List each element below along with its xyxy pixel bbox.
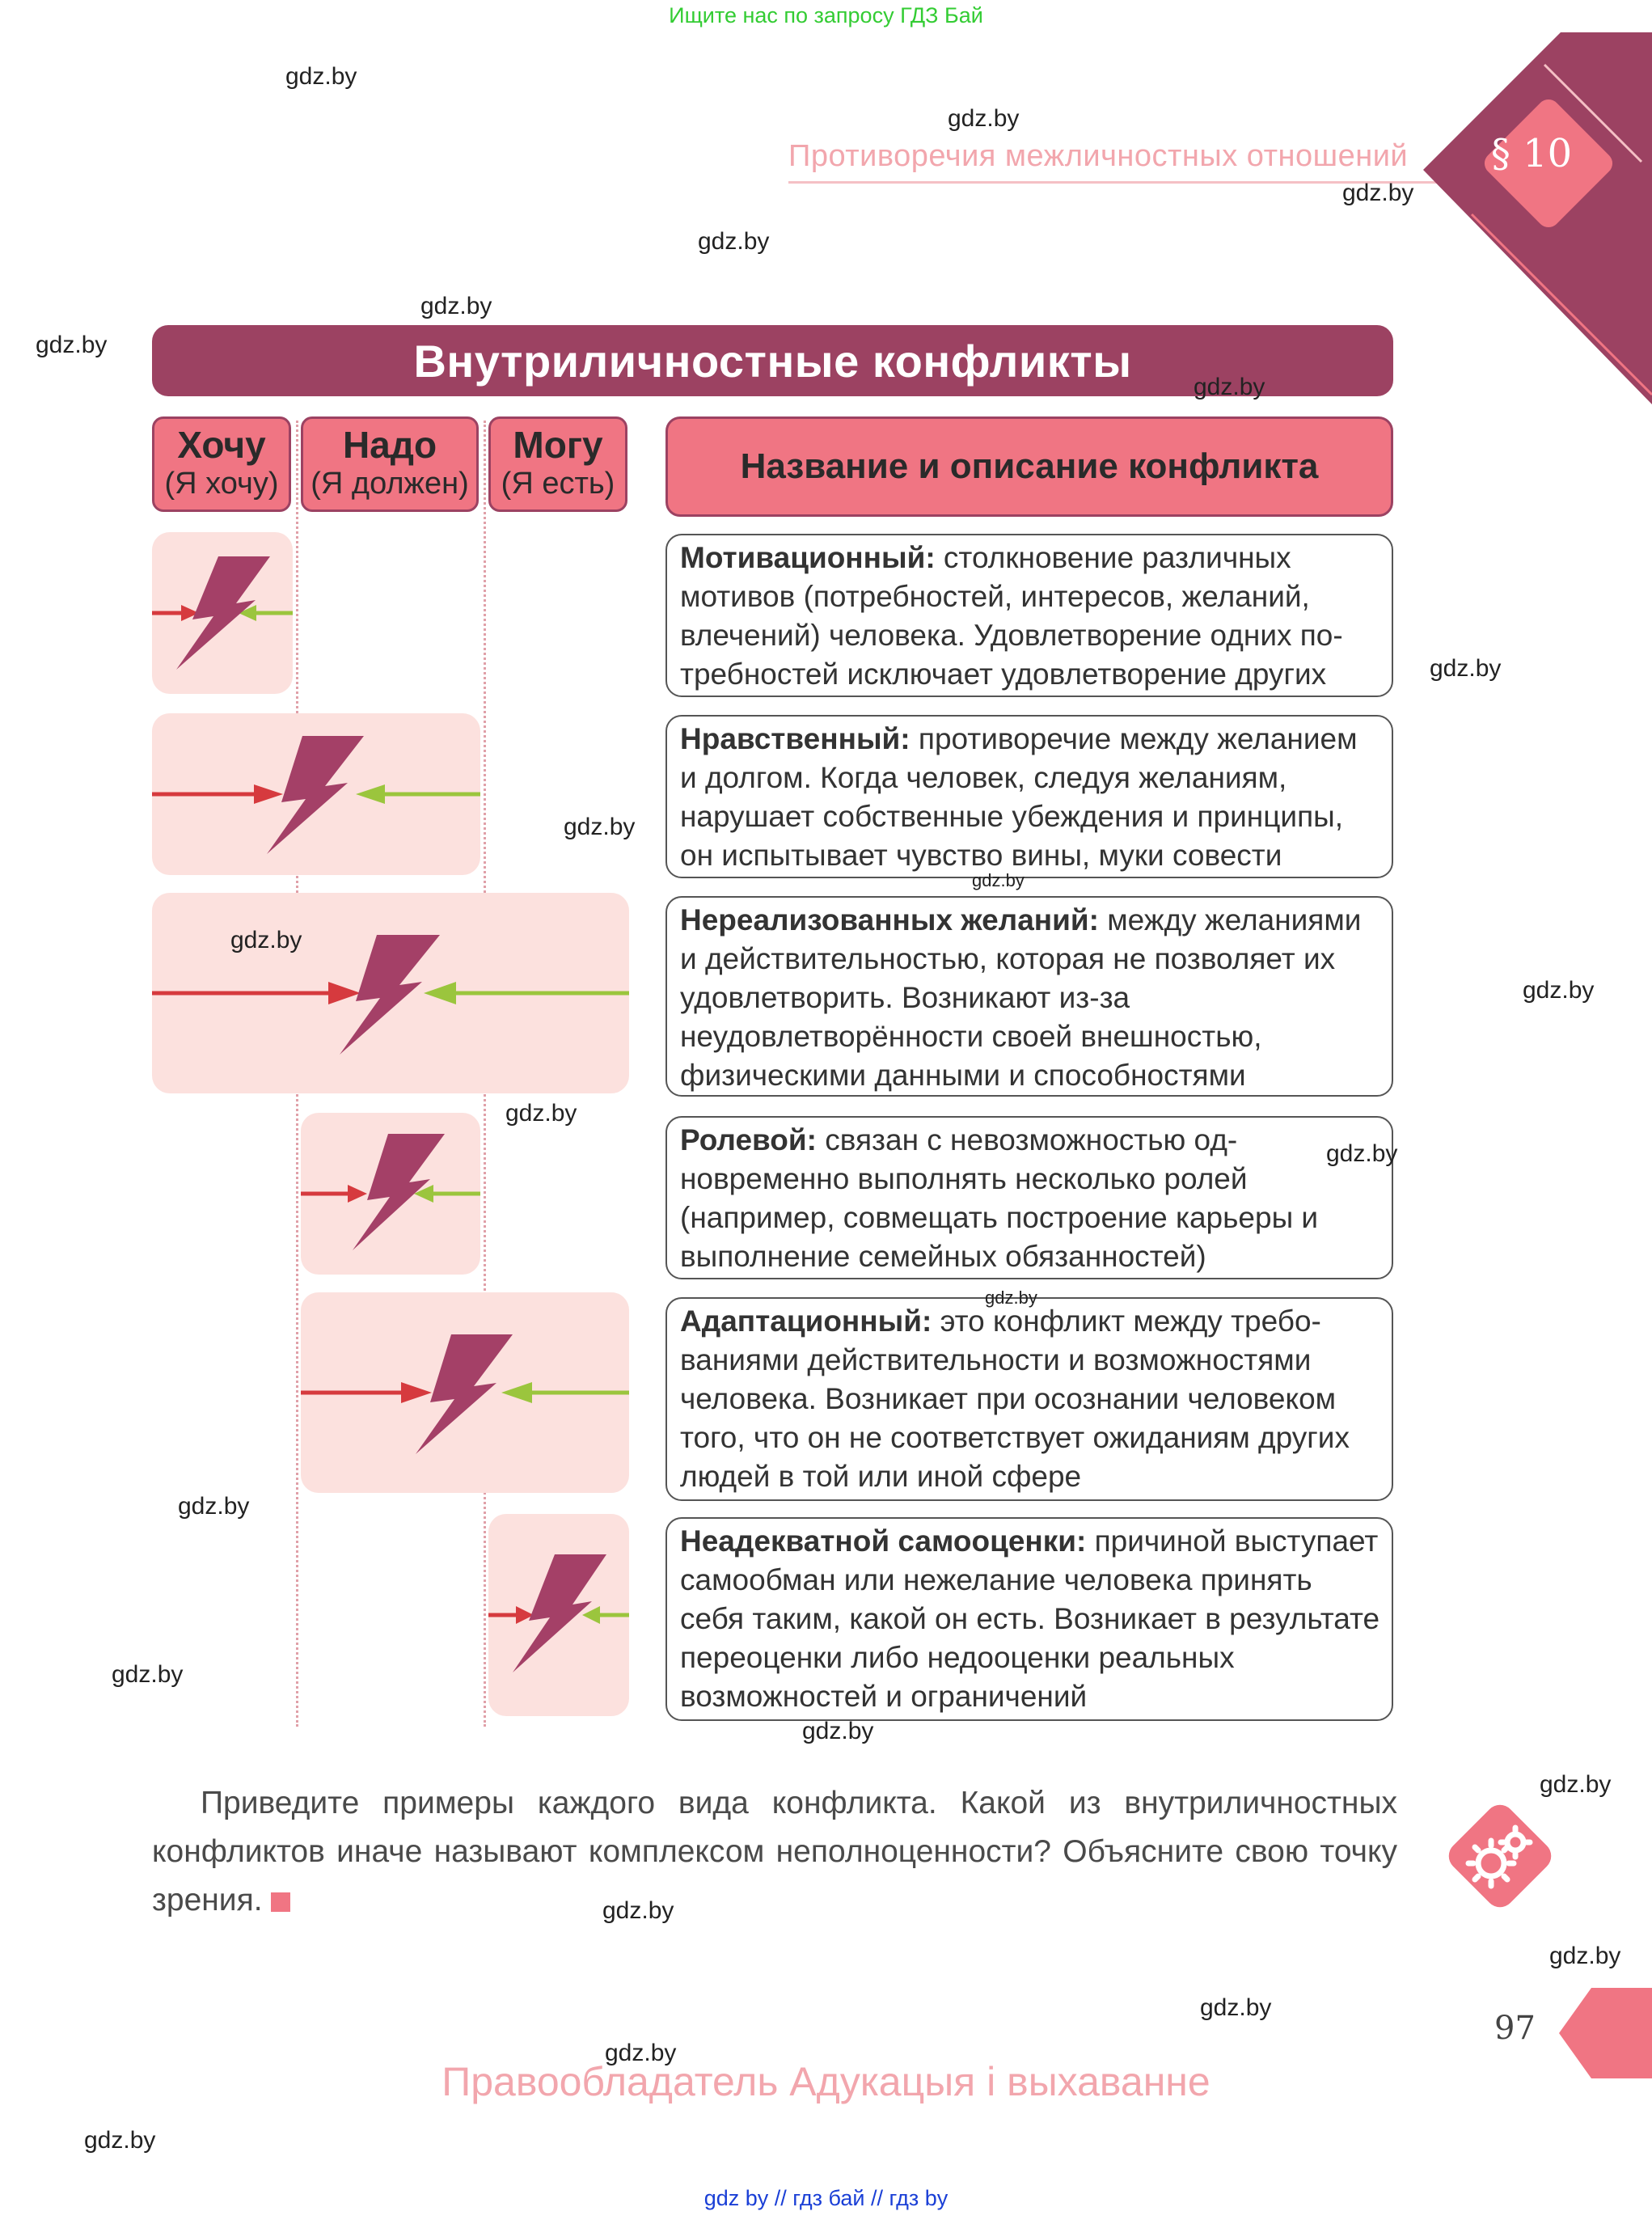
watermark: gdz.by — [1326, 1140, 1398, 1167]
conflict-description-moral — [665, 715, 1393, 878]
watermark: gdz.by — [698, 228, 770, 255]
gears-icon — [1438, 1794, 1562, 1918]
watermark: gdz.by — [602, 1897, 674, 1924]
watermark: gdz.by — [1194, 374, 1265, 400]
column-header-must — [301, 416, 479, 512]
question-text: Приведите примеры каждого вида конфликта. Какой из внутриличностных конфликтов иначе называют комплексом неполноценности? Объясните свою точку зрения. — [152, 1786, 1397, 1917]
conflict-name: Неадекватной самооценки: — [680, 1524, 1087, 1558]
lightning-icon — [267, 736, 364, 854]
paragraph-badge: § 10 — [1490, 131, 1573, 176]
column-header-must-sub: (Я должен) — [311, 467, 469, 501]
watermark: gdz.by — [1540, 1771, 1612, 1798]
column-header-can — [488, 416, 627, 512]
conflict-name: Нравственный: — [680, 722, 911, 755]
column-header-must-main: Надо — [342, 424, 437, 466]
column-header-can-main: Могу — [513, 424, 603, 466]
watermark: gdz.by — [605, 2040, 677, 2066]
column-header-can-sub: (Я есть) — [501, 467, 615, 501]
conflict-graphic-motivational — [152, 532, 293, 694]
conflict-description-self-esteem — [665, 1517, 1393, 1721]
conflict-text: причиной выступает самообман или нежелание человека принять себя таким, какой он есть. Возникает в результате переоценки либо недооценки реальных возможностей и ограничений — [680, 1524, 1380, 1713]
conflict-graphic-moral — [152, 713, 480, 875]
column-header-want-sub: (Я хочу) — [164, 467, 279, 501]
watermark: gdz.by — [1200, 1994, 1272, 2021]
watermark: gdz.by — [178, 1493, 250, 1520]
watermark: gdz.by — [948, 105, 1020, 132]
watermark: gdz.by — [564, 814, 636, 840]
conflict-name: Адаптационный: — [680, 1304, 932, 1338]
conflict-description-role — [665, 1116, 1393, 1279]
bottom-links[interactable]: gdz by // гдз бай // гдз by — [703, 2186, 949, 2210]
conflict-description-adaptive — [665, 1297, 1393, 1501]
task-question — [152, 1779, 1397, 1925]
conflict-name: Нереализованных желаний: — [680, 903, 1099, 937]
conflict-text: противоречие между желанием и долгом. Когда человек, следуя желаниям, нарушает собственные убеждения и принципы, он испытывает чувство вины, муки совести — [680, 722, 1358, 872]
watermark: gdz.by — [1523, 977, 1595, 1004]
watermark: gdz.by — [802, 1718, 874, 1744]
conflict-graphic-self-esteem — [488, 1514, 629, 1716]
column-header-want-main: Хочу — [177, 424, 266, 466]
lightning-icon — [416, 1334, 513, 1454]
watermark: gdz.by — [230, 927, 302, 953]
watermark: gdz.by — [36, 332, 108, 358]
conflict-text: связан с невозможностью одновременно выполнять несколько ролей (например, совмещать построение карьеры и выполнение семейных обязанностей) — [680, 1123, 1319, 1273]
watermark: gdz.by — [1430, 655, 1502, 682]
page-number: 97 — [1494, 2010, 1536, 2047]
page-title: Внутриличностные конфликты — [152, 325, 1393, 396]
conflict-graphic-unrealized — [152, 893, 629, 1093]
watermark: gdz.by — [285, 63, 357, 90]
conflict-description-motivational — [665, 534, 1393, 697]
rights-holder: Правообладатель Адукацыя і выхаванне — [442, 2059, 1210, 2104]
watermark: gdz.by — [1342, 180, 1414, 206]
section-title: Противоречия межличностных отношений — [788, 139, 1409, 173]
conflict-name: Мотивационный: — [680, 541, 936, 574]
search-banner[interactable]: Ищите нас по запросу ГДЗ Бай — [669, 3, 983, 27]
watermark: gdz.by — [420, 293, 492, 319]
conflict-text: между желаниями и действительностью, которая не позволяет их удовлетворить. Возникают из-за неудовлетворённости своей внешностью, физическими данными и способностями — [680, 903, 1362, 1092]
watermark: gdz.by — [985, 1287, 1037, 1308]
conflict-graphic-adaptive — [301, 1292, 629, 1493]
conflict-description-unrealized — [665, 896, 1393, 1097]
column-header-want — [152, 416, 291, 512]
watermark: gdz.by — [505, 1100, 577, 1127]
conflict-name: Ролевой: — [680, 1123, 817, 1156]
description-header: Название и описание конфликта — [665, 416, 1393, 517]
corner-decoration — [1423, 32, 1652, 404]
conflict-graphic-role — [301, 1113, 480, 1275]
watermark: gdz.by — [1549, 1943, 1621, 1969]
watermark: gdz.by — [112, 1661, 184, 1688]
end-marker-icon — [271, 1892, 290, 1912]
watermark: gdz.by — [972, 870, 1025, 890]
conflict-text: это конфликт между требованиями действительности и возможностями человека. Возникает при осознании человеком того, что он не соответствует ожиданиям других людей в той или иной сфере — [680, 1304, 1350, 1493]
watermark: gdz.by — [84, 2127, 156, 2154]
conflict-text: столкновение различных мотивов (потребностей, интересов, желаний, влечений) человека. Удовлетворение одних потребностей исключает удовлетворение других — [680, 541, 1343, 691]
